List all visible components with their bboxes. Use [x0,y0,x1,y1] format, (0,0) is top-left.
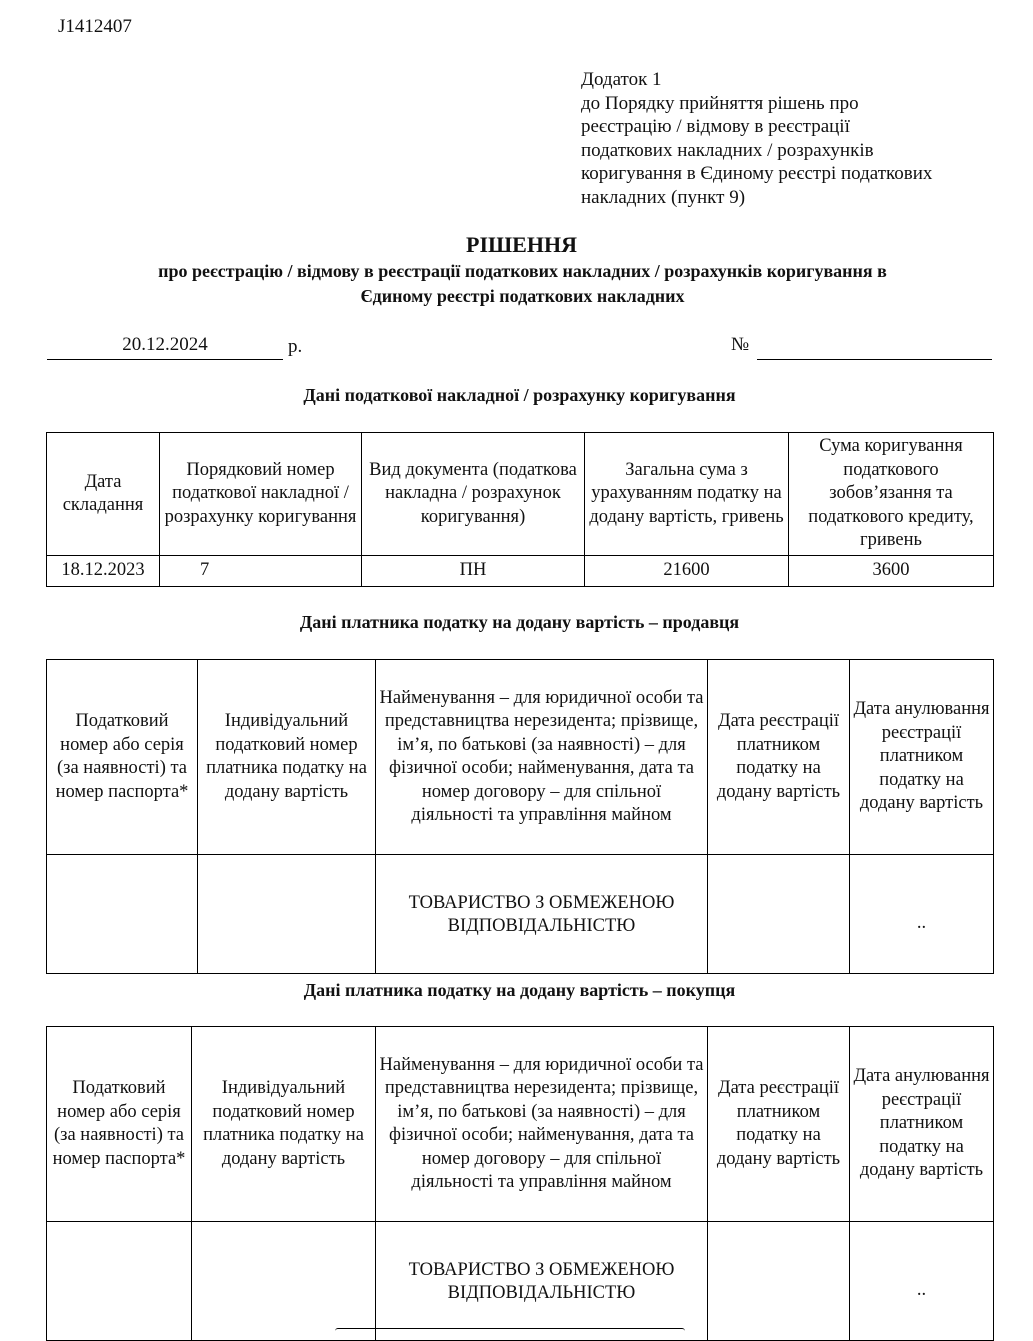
seller-name: ТОВАРИСТВО З ОБМЕЖЕНОЮ ВІДПОВІДАЛЬНІСТЮ [408,892,675,936]
header-cell: Податковий номер або серія (за наявності) та номер паспорта* [47,1027,192,1222]
header-cell: Найменування – для юридичної особи та представництва нерезидента; прізвище, ім’я, по батькові (за наявності) – для фізичної особи; найменування, дата та номер договору – для спільної діяльності та управління майном [376,1027,708,1222]
subtitle-line-1: про реєстрацію / відмову в реєстрації податкових накладних / розрахунків коригування в [158,261,887,281]
header-cell: Вид документа (податкова накладна / розрахунок коригування) [362,433,585,556]
total-amount-cell: 21600 [585,556,789,587]
decision-date: 20.12.2024 [47,334,283,360]
seller-registration-date-cell [708,855,850,974]
seller-vat-number-cell [198,855,376,974]
seller-cancellation-date-cell: .. [850,855,994,974]
table-row [47,855,994,974]
header-cell: Найменування – для юридичної особи та представництва нерезидента; прізвище, ім’я, по батькові (за наявності) – для фізичної особи; найменування, дата та номер договору – для спільної діяльності та управління майном [376,660,708,855]
header-cell: Дата анулювання реєстрації платником податку на додану вартість [850,660,994,855]
header-cell: Загальна сума з урахуванням податку на додану вартість, гривень [585,433,789,556]
table-header-row [47,660,994,855]
buyer-registration-date-cell [708,1222,850,1341]
invoice-table [46,432,994,587]
buyer-name-cell [376,1222,708,1341]
table-row [47,556,994,587]
buyer-cancellation-date-cell: .. [850,1222,994,1341]
annex-line: податкових накладних / розрахунків [581,139,874,161]
annex-line: коригування в Єдиному реєстрі податкових [581,163,933,184]
annex-line: Додаток 1 [581,69,662,90]
annex-line: до Порядку прийняття рішень про [581,92,859,114]
table-header-row [47,1027,994,1222]
header-cell: Індивідуальний податковий номер платника податку на додану вартість [198,660,376,855]
invoice-number-cell: 7 [160,556,362,587]
header-cell: Дата реєстрації платником податку на додану вартість [708,660,850,855]
header-cell: Дата складання [47,433,160,556]
header-cell: Дата реєстрації платником податку на додану вартість [708,1027,850,1222]
document-title: РІШЕННЯ [466,232,577,257]
seller-section-title: Дані платника податку на додану вартість – продавця [299,612,740,632]
buyer-table [46,1026,994,1341]
buyer-section-title: Дані платника податку на додану вартість – покупця [303,980,736,1000]
form-code: J1412407 [58,16,132,37]
date-suffix: р. [288,336,303,357]
header-cell: Порядковий номер податкової накладної / розрахунку коригування [160,433,362,556]
header-cell: Індивідуальний податковий номер платника податку на додану вартість [192,1027,376,1222]
annex-note [581,68,1001,209]
header-cell: Дата анулювання реєстрації платником податку на додану вартість [850,1027,994,1222]
table-row [47,1222,994,1341]
page-edge-divider [335,1328,685,1333]
decision-number-label: № [731,334,750,355]
subtitle-line-2: Єдиному реєстрі податкових накладних [360,286,685,306]
header-cell: Сума коригування податкового зобов’язання та податкового кредиту, гривень [789,433,994,556]
annex-line: накладних (пункт 9) [581,186,746,208]
seller-table [46,659,994,974]
correction-amount-cell: 3600 [789,556,994,587]
buyer-vat-number-cell [192,1222,376,1341]
document-subtitle [60,259,985,309]
seller-tax-number-cell [47,855,198,974]
invoice-section-title: Дані податкової накладної / розрахунку коригування [303,385,736,405]
invoice-date-cell: 18.12.2023 [47,556,160,587]
decision-number [757,334,992,360]
buyer-name: ТОВАРИСТВО З ОБМЕЖЕНОЮ ВІДПОВІДАЛЬНІСТЮ [408,1259,675,1303]
document-type-cell: ПН [362,556,585,587]
table-header-row [47,433,994,556]
seller-name-cell [376,855,708,974]
buyer-tax-number-cell [47,1222,192,1341]
annex-line: реєстрацію / відмову в реєстрації [581,116,850,137]
header-cell: Податковий номер або серія (за наявності) та номер паспорта* [47,660,198,855]
